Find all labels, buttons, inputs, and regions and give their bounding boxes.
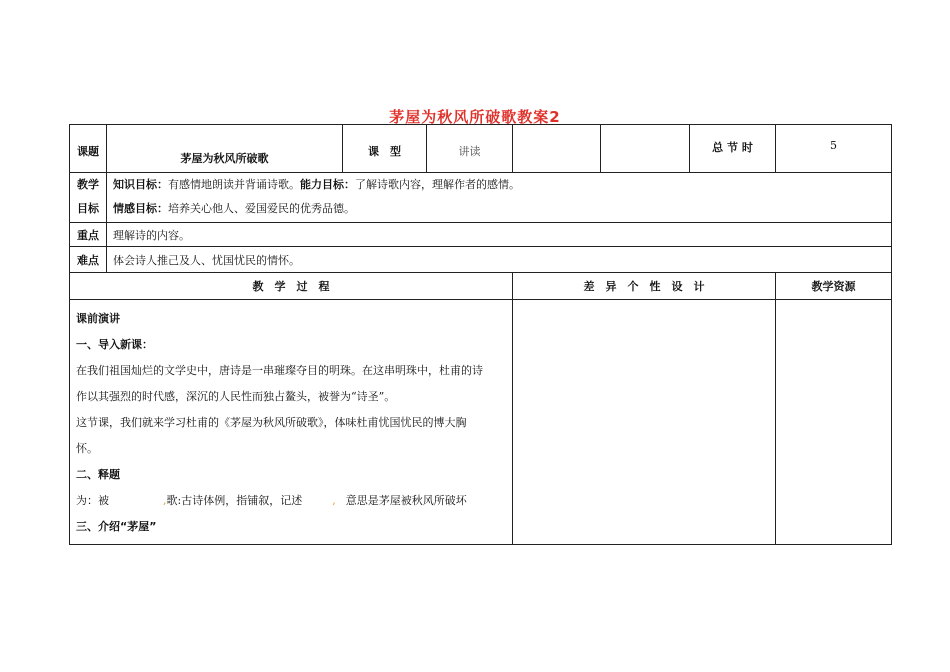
process-content (70, 300, 513, 545)
title-explain-text (76, 488, 504, 514)
objectives-line-2 (107, 197, 891, 221)
objectives-label (70, 173, 107, 223)
ability-goal-label: 能力目标： (300, 178, 355, 191)
total-hours-value: 5 (776, 125, 892, 173)
ability-goal-text: 了解诗歌内容，理解作者的感情。 (355, 178, 520, 191)
emotion-goal-label: 情感目标： (113, 202, 168, 215)
intro-paragraph-4: 怀。 (76, 442, 98, 455)
difficulty-label: 难点 (70, 247, 107, 273)
orange-mark-1: , (163, 494, 167, 507)
design-content (513, 300, 776, 545)
objectives-label-bottom: 目标 (77, 202, 99, 215)
empty-cell-2 (601, 125, 690, 173)
intro-heading: 一、导入新课： (76, 338, 153, 351)
key-point-text: 理解诗的内容。 (107, 223, 892, 247)
process-header: 教 学 过 程 (70, 273, 513, 300)
intro-paragraph-3: 这节课，我们就来学习杜甫的《茅屋为秋风所破歌》，体味杜甫忧国忧民的博大胸 (76, 416, 467, 429)
intro-paragraph-1: 在我们祖国灿烂的文学史中，唐诗是一串璀璨夺目的明珠。在这串明珠中，杜甫的诗 (76, 364, 483, 377)
objectives-line-1 (107, 173, 891, 197)
objectives-content (107, 173, 892, 223)
title-explain-part-3: 意思是茅屋被秋风所破坏 (345, 494, 467, 507)
lesson-title: 茅屋为秋风所破歌 (107, 125, 343, 173)
design-header: 差 异 个 性 设 计 (513, 273, 776, 300)
orange-mark-2: , (332, 494, 336, 507)
hut-heading: 三、介绍“茅屋” (76, 520, 157, 533)
knowledge-goal-label: 知识目标： (113, 178, 168, 191)
total-hours-label: 总 节 时 (690, 125, 776, 173)
intro-paragraph-2: 作以其强烈的时代感，深沉的人民性而独占鳌头，被誉为“诗圣”。 (76, 390, 396, 403)
document-title: 茅屋为秋风所破歌教案2 (389, 108, 561, 126)
objectives-label-top: 教学 (77, 178, 99, 191)
empty-cell-1 (513, 125, 601, 173)
title-explain-part-1: 为：被 (76, 494, 109, 507)
lesson-type-value: 讲读 (427, 125, 513, 173)
lesson-type-label: 课 型 (343, 125, 427, 173)
lesson-plan-table (69, 124, 871, 545)
lesson-label: 课题 (70, 125, 107, 173)
key-point-label: 重点 (70, 223, 107, 247)
resources-header: 教学资源 (776, 273, 892, 300)
difficulty-text: 体会诗人推己及人、忧国忧民的情怀。 (107, 247, 892, 273)
resources-content (776, 300, 892, 545)
knowledge-goal-text: 有感情地朗读并背诵诗歌。 (168, 178, 300, 191)
emotion-goal-text: 培养关心他人、爱国爱民的优秀品德。 (168, 202, 355, 215)
title-explain-part-2: 歌:古诗体例，指铺叙，记述 (166, 494, 303, 507)
pre-speech: 课前演讲 (76, 312, 120, 325)
title-explain-heading: 二、释题 (76, 468, 120, 481)
